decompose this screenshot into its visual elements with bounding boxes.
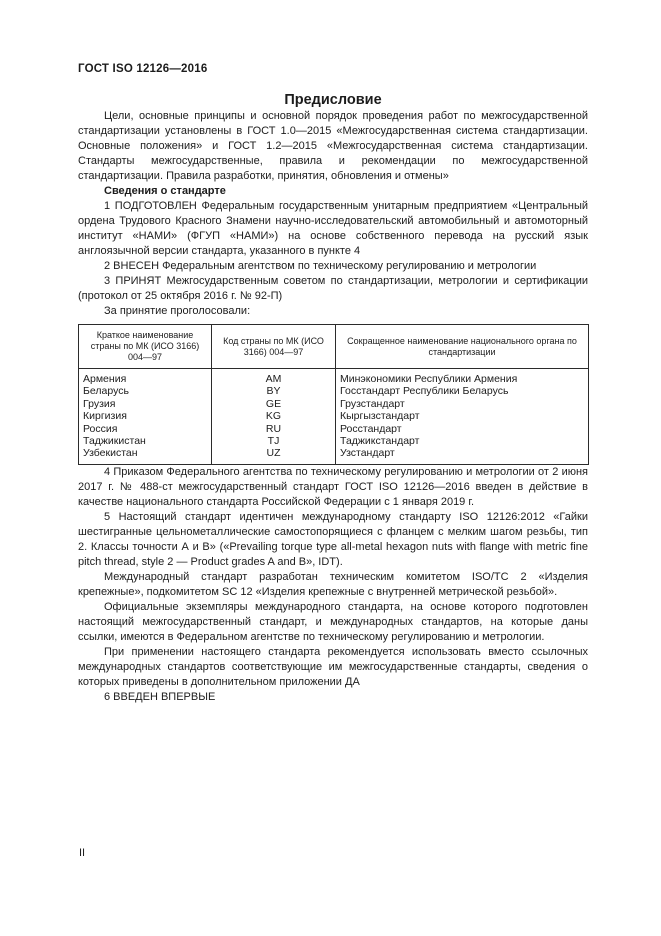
page-number: II	[79, 847, 86, 859]
standard-info-heading: Сведения о стандарте	[104, 185, 226, 197]
table-row	[79, 447, 589, 464]
cell-country: Армения	[79, 369, 212, 386]
table-row	[79, 398, 589, 410]
cell-body: Росстандарт	[336, 423, 589, 435]
cell-body: Таджикстандарт	[336, 435, 589, 447]
vote-table	[78, 324, 589, 465]
cell-code: BY	[212, 385, 336, 397]
table-row	[79, 369, 589, 386]
table-row	[79, 385, 589, 397]
cell-code: RU	[212, 423, 336, 435]
item-adopted: 3 ПРИНЯТ Межгосударственным советом по стандартизации, метрологии и сертификации (протокол от 25 октября 2016 г. № 92-П)	[78, 275, 588, 302]
item-order: 4 Приказом Федерального агентства по техническому регулированию и метрологии от 2 июня 2017 г. № 488-ст межгосударственный стандарт ГОСТ ISO 12126—2016 введен в действие в качестве национального стандарта Российской Федерации с 1 января 2019 г.	[78, 465, 588, 508]
cell-code: GE	[212, 398, 336, 410]
item-identity: 5 Настоящий стандарт идентичен международному стандарту ISO 12126:2012 «Гайки шестигранные цельнометаллические самостопорящиеся с фланцем с мелким шагом резьбы, тип 2. Классы точности А и В» («Prevailing torque type all-metal hexagon nuts with flange with metric fine pitch thread, style 2 — Product grades A and B», IDT).	[78, 510, 588, 568]
cell-body: Госстандарт Республики Беларусь	[336, 385, 589, 397]
cell-country: Грузия	[79, 398, 212, 410]
table-header-body: Сокращенное наименование национального органа по стандартизации	[336, 325, 589, 369]
cell-body: Минэкономики Республики Армения	[336, 369, 589, 386]
cell-country: Киргизия	[79, 410, 212, 422]
item-submitted: 2 ВНЕСЕН Федеральным агентством по техническому регулированию и метрологии	[104, 260, 537, 272]
cell-country: Узбекистан	[79, 447, 212, 464]
page-title: Предисловие	[284, 92, 382, 108]
cell-body: Узстандарт	[336, 447, 589, 464]
table-header-code: Код страны по МК (ИСО 3166) 004—97	[212, 325, 336, 369]
cell-code: AM	[212, 369, 336, 386]
table-header-country: Краткое наименование страны по МК (ИСО 3166) 004—97	[79, 325, 212, 369]
developer-note: Международный стандарт разработан техническим комитетом ISO/TC 2 «Изделия крепежные», подкомитетом SC 12 «Изделия крепежные с внутренней метрической резьбой».	[78, 570, 588, 598]
intro-paragraph: Цели, основные принципы и основной порядок проведения работ по межгосударственной стандартизации установлены в ГОСТ 1.0—2015 «Межгосударственная система стандартизации. Основные положения» и ГОСТ 1.2—2015 «Межгосударственная система стандартизации. Стандарты межгосударственные, правила и рекомендации по межгосударственной стандартизации. Правила разработки, принятия, обновления и отмены»	[78, 110, 588, 182]
application-note: При применении настоящего стандарта рекомендуется использовать вместо ссылочных международных стандартов соответствующие им межгосударственные стандарты, сведения о которых приведены в дополнительном приложении ДА	[78, 645, 588, 688]
vote-lead: За принятие проголосовали:	[104, 305, 251, 317]
table-header-row	[79, 325, 589, 369]
cell-country: Таджикистан	[79, 435, 212, 447]
cell-code: KG	[212, 410, 336, 422]
item-prepared: 1 ПОДГОТОВЛЕН Федеральным государственным унитарным предприятием «Центральный ордена Трудового Красного Знамени научно-исследовательский автомобильный и автомоторный институт «НАМИ» (ФГУП «НАМИ») на основе собственного перевода на русский язык англоязычной версии стандарта, указанного в пункте 4	[78, 200, 588, 257]
table-row	[79, 410, 589, 422]
cell-country: Россия	[79, 423, 212, 435]
running-header: ГОСТ ISO 12126—2016	[78, 63, 208, 75]
table-row	[79, 423, 589, 435]
cell-country: Беларусь	[79, 385, 212, 397]
cell-body: Кыргызстандарт	[336, 410, 589, 422]
cell-code: TJ	[212, 435, 336, 447]
official-copies-note: Официальные экземпляры международного стандарта, на основе которого подготовлен настоящий межгосударственный стандарт, и международных стандартов, на которые даны ссылки, имеются в Федеральном агентстве по техническому регулированию и метрологии.	[78, 600, 588, 643]
cell-code: UZ	[212, 447, 336, 464]
item-first-introduced: 6 ВВЕДЕН ВПЕРВЫЕ	[104, 690, 216, 703]
cell-body: Грузстандарт	[336, 398, 589, 410]
table-row	[79, 435, 589, 447]
